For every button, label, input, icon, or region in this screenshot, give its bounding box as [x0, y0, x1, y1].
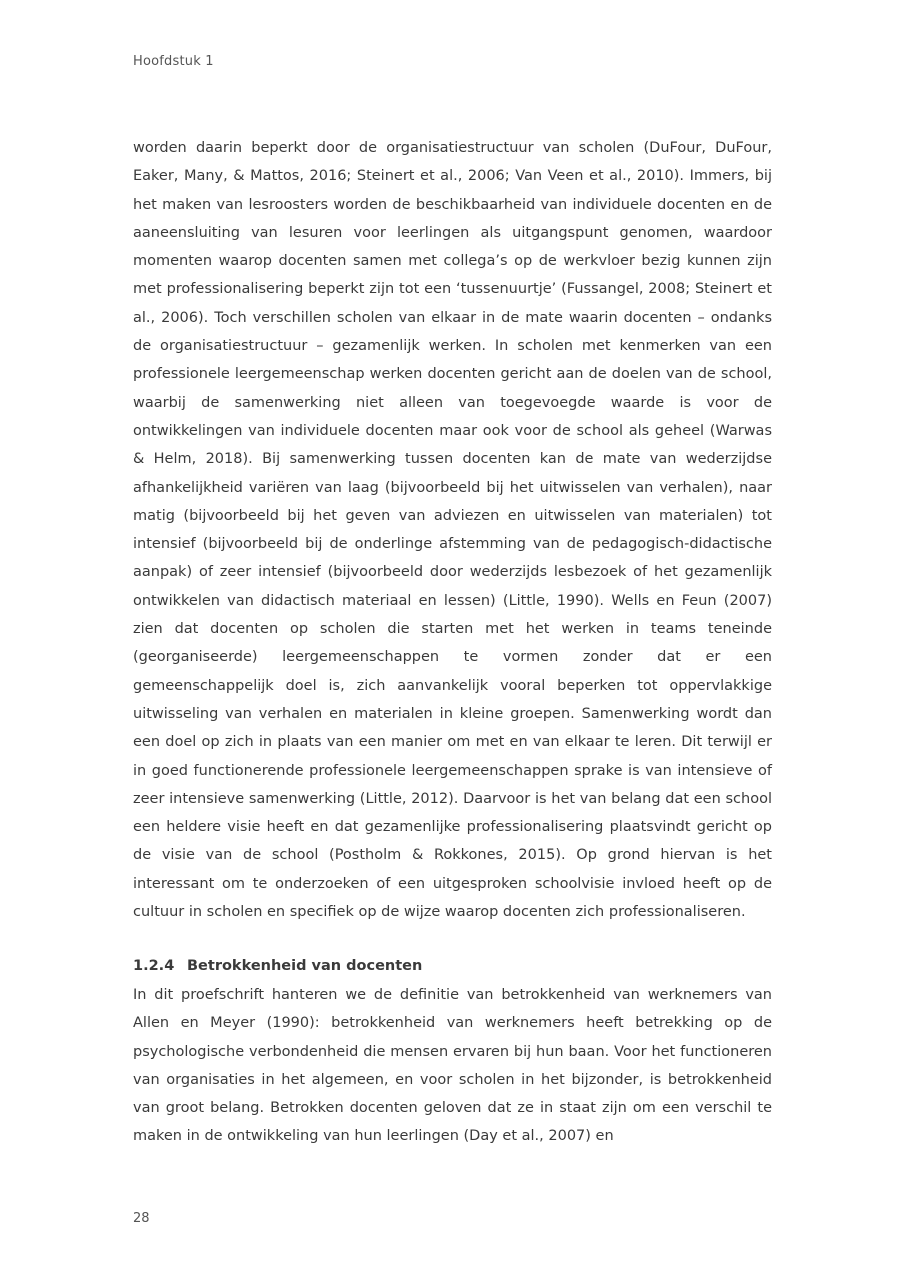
- body-paragraph: worden daarin beperkt door de organisatiestructuur van scholen (DuFour, DuFour, Eaker, Many, & Mattos, 2016; Steinert et al., 2006; Van Veen et al., 2010). Immers, bij het maken van lesroosters worden de beschikbaarheid van individuele docenten en de aaneensluiting van lesuren voor leerlingen als uitgangspunt genomen, waardoor momenten waarop docenten samen met collega’s op de werkvloer bezig kunnen zijn met professionalisering beperkt zijn tot een ‘tussenuurtje’ (Fussangel, 2008; Steinert et al., 2006). Toch verschillen scholen van elkaar in de mate waarin docenten – ondanks de organisatiestructuur – gezamenlijk werken. In scholen met kenmerken van een professionele leergemeenschap werken docenten gericht aan de doelen van de school, waarbij de samenwerking niet alleen van toegevoegde waarde is voor de ontwikkelingen van individuele docenten maar ook voor de school als geheel (Warwas & Helm, 2018). Bij samenwerking tussen docenten kan de mate van wederzijdse afhankelijkheid variëren van laag (bijvoorbeeld bij het uitwisselen van verhalen), naar matig (bijvoorbeeld bij het geven van adviezen en uitwisselen van materialen) tot intensief (bijvoorbeeld bij de onderlinge afstemming van de pedagogisch-didactische aanpak) of zeer intensief (bijvoorbeeld door wederzijds lesbezoek of het gezamenlijk ontwikkelen van didactisch materiaal en lessen) (Little, 1990). Wells en Feun (2007) zien dat docenten op scholen die starten met het werken in teams teneinde (georganiseerde) leergemeenschappen te vormen zonder dat er een gemeenschappelijk doel is, zich aanvankelijk vooral beperken tot oppervlakkige uitwisseling van verhalen en materialen in kleine groepen. Samenwerking wordt dan een doel op zich in plaats van een manier om met en van elkaar te leren. Dit terwijl er in goed functionerende professionele leergemeenschappen sprake is van intensieve of zeer intensieve samenwerking (Little, 2012). Daarvoor is het van belang dat een school een heldere visie heeft en dat gezamenlijke professionalisering plaatsvindt gericht op de visie van de school (Postholm & Rokkones, 2015). Op grond hiervan is het interessant om te onderzoeken of een uitgesproken schoolvisie invloed heeft op de cultuur in scholen en specifiek op de wijze waarop docenten zich professionaliseren.: [133, 140, 772, 921]
- page-number: 28: [133, 1211, 150, 1226]
- section-title: Betrokkenheid van docenten: [187, 958, 423, 974]
- section-1-2-4: [133, 953, 772, 1151]
- section-number: 1.2.4: [133, 958, 175, 974]
- section-paragraph: In dit proefschrift hanteren we de definitie van betrokkenheid van werknemers van Allen en Meyer (1990): betrokkenheid van werknemers heeft betrekking op de psychologische verbondenheid die mensen ervaren bij hun baan. Voor het functioneren van organisaties in het algemeen, en voor scholen in het bijzonder, is betrokkenheid van groot belang. Betrokken docenten geloven dat ze in staat zijn om een verschil te maken in de ontwikkeling van hun leerlingen (Day et al., 2007) en: [133, 987, 772, 1145]
- section-heading: [133, 953, 772, 979]
- running-header: Hoofdstuk 1: [133, 54, 214, 69]
